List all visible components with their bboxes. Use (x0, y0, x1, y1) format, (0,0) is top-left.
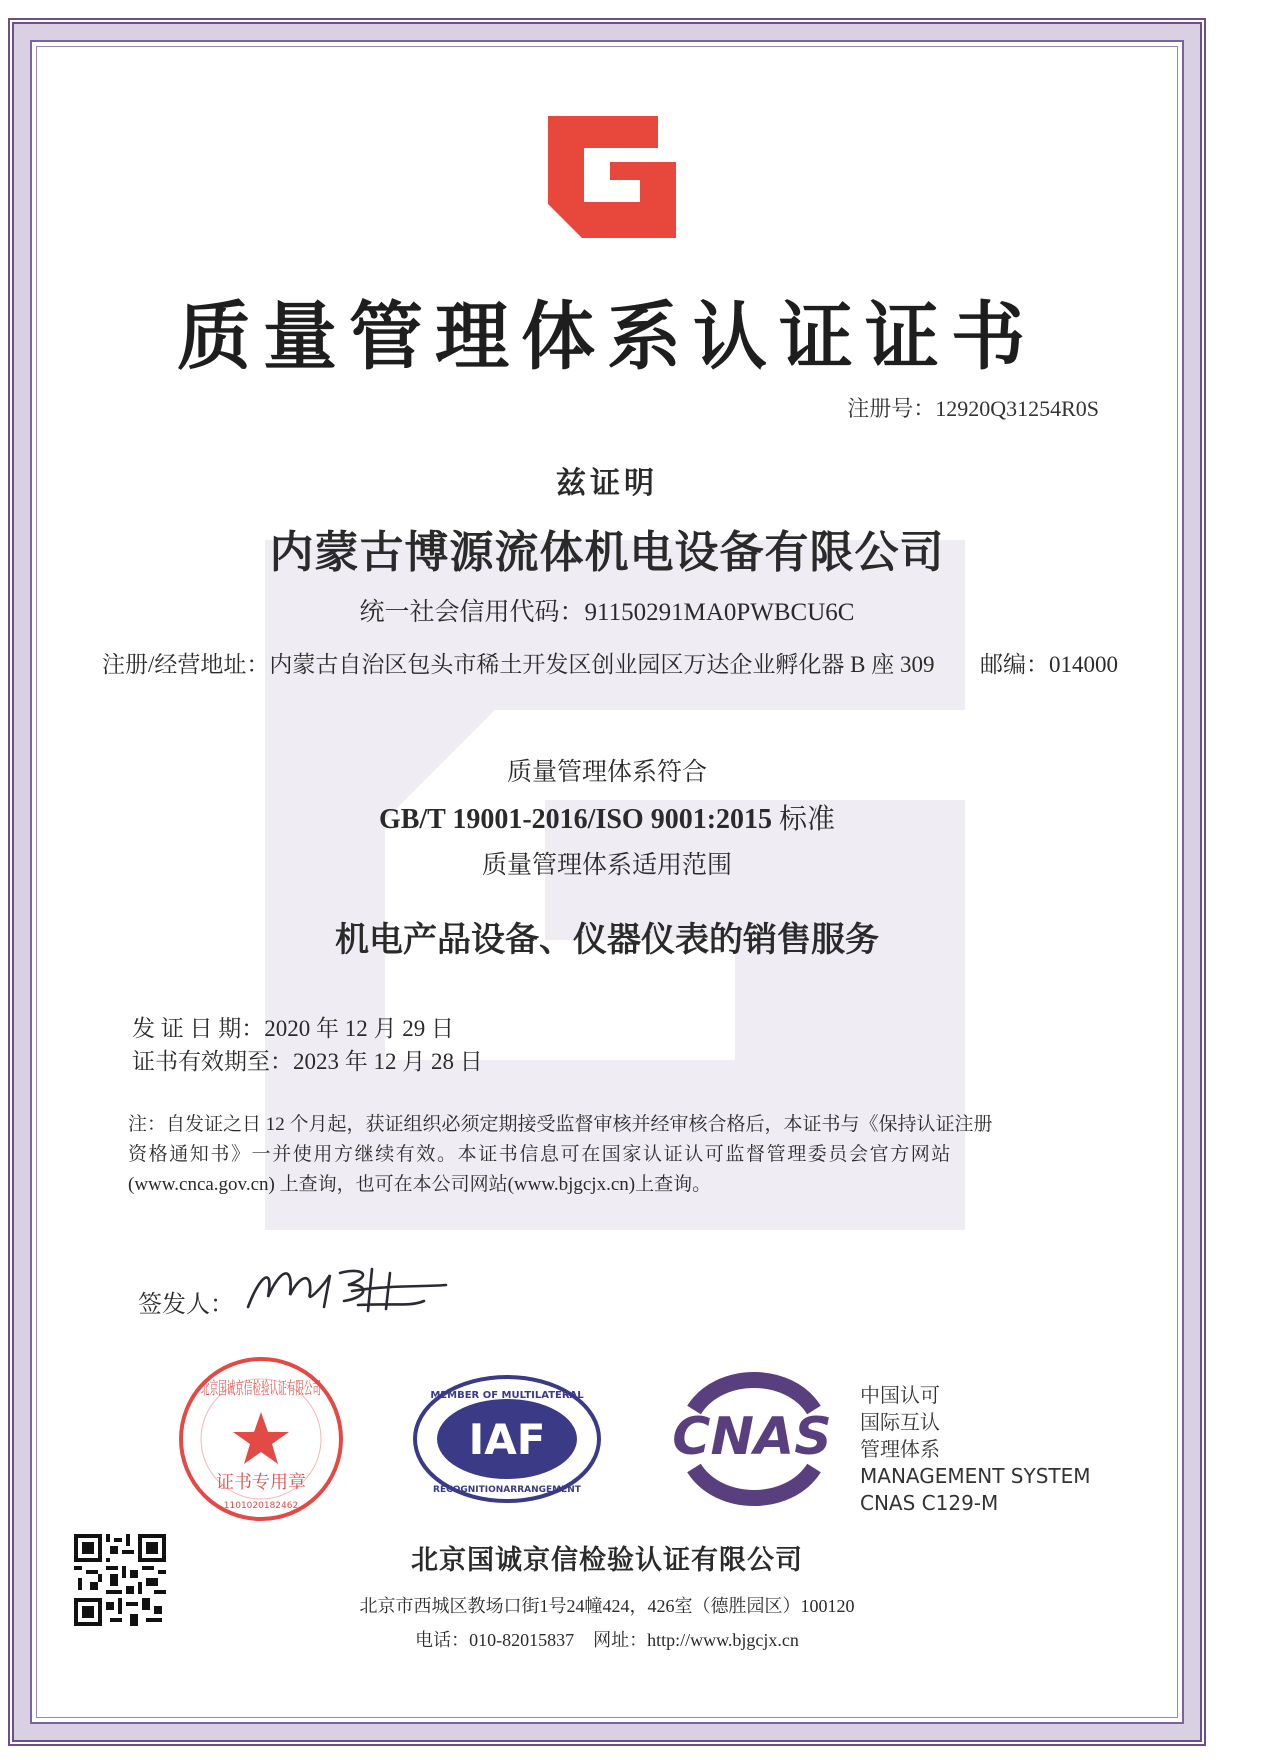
official-seal (176, 1354, 346, 1524)
iaf-logo (412, 1374, 602, 1504)
standard-code: GB/T 19001-2016/ISO 9001:2015 (378, 804, 773, 835)
issue-date-value: 2020 年 12 月 29 日 (264, 1016, 454, 1041)
cnas-logo-text: CNAS (672, 1407, 832, 1467)
attest-heading: 兹证明 (556, 466, 658, 501)
handwritten-signature (240, 1245, 470, 1325)
expiry-date-row (132, 1045, 483, 1078)
credit-code-label: 统一社会信用代码： (359, 599, 585, 626)
issuer-name: 北京国诚京信检验认证有限公司 (411, 1545, 803, 1576)
note-line: (www.cnca.gov.cn) 上查询，也可在本公司网站(www.bjgcjx.cn)上查询。 (128, 1174, 712, 1195)
seal-arc-text: 北京国诚京信检验认证有限公司 (201, 1379, 321, 1399)
address-label: 注册/经营地址： (102, 652, 270, 677)
issuer-address: 北京市西城区教场口街1号24幢424，426室（德胜园区）100120 (359, 1596, 855, 1616)
seal-number: 1101020182462 (223, 1501, 299, 1511)
web-label: 网址： (593, 1630, 648, 1650)
cnas-line: 管理体系 (860, 1437, 940, 1461)
scope-title: 质量管理体系适用范围 (481, 852, 732, 879)
validity-note (128, 1110, 1148, 1200)
cnas-line: 中国认可 (860, 1383, 940, 1407)
certification-body-logo (548, 116, 676, 238)
scope-text: 机电产品设备、仪器仪表的销售服务 (335, 920, 879, 960)
postcode-label: 邮编： (979, 652, 1049, 677)
cnas-line: MANAGEMENT SYSTEM (860, 1464, 1091, 1488)
registration-label: 注册号： (847, 396, 936, 421)
cnas-accreditation-text (860, 1382, 1091, 1517)
cnas-line: 国际互认 (860, 1410, 940, 1434)
tel-label: 电话： (415, 1630, 470, 1650)
iaf-bottom-text: RECOGNITIONARRANGEMENT (433, 1485, 581, 1495)
note-line: 资格通知书》一并使用方继续有效。本证书信息可在国家认证认可监督管理委员会官方网站 (128, 1144, 953, 1165)
web-link[interactable]: http://www.bjgcjx.cn (647, 1630, 799, 1650)
iaf-logo-text: IAF (468, 1415, 546, 1464)
registration-value: 12920Q31254R0S (935, 396, 1099, 421)
cnas-logo (664, 1376, 840, 1500)
validity-dates (132, 1012, 483, 1078)
signer-label: 签发人： (138, 1292, 234, 1318)
iaf-top-text: MEMBER OF MULTILATERAL (430, 1390, 584, 1401)
cnas-line: CNAS C129-M (860, 1491, 999, 1515)
standard-line (0, 797, 1214, 837)
seal-center-text: 证书专用章 (216, 1472, 306, 1493)
conformity-text: 质量管理体系符合 (506, 759, 707, 786)
tel-value: 010-82015837 (469, 1630, 575, 1650)
issuer-contact (0, 1626, 1214, 1652)
registration-number (847, 392, 1099, 423)
credit-code-value: 91150291MA0PWBCU6C (584, 599, 855, 626)
address-value: 内蒙古自治区包头市稀土开发区创业园区万达企业孵化器 B 座 309 (269, 652, 935, 677)
credit-code (0, 592, 1214, 628)
address-line (102, 646, 1118, 679)
expiry-date-label: 证书有效期至： (132, 1049, 293, 1074)
note-line: 注：自发证之日 12 个月起，获证组织必须定期接受监督审核并经审核合格后，本证书与《保持认证注册 (128, 1114, 993, 1135)
standard-suffix: 标准 (779, 804, 836, 835)
certificate-title: 质量管理体系认证证书 (177, 294, 1037, 380)
expiry-date-value: 2023 年 12 月 28 日 (293, 1049, 483, 1074)
company-name: 内蒙古博源流体机电设备有限公司 (269, 527, 945, 578)
postcode-value: 014000 (1048, 652, 1118, 677)
issue-date-row (132, 1012, 483, 1045)
issue-date-label: 发 证 日 期： (132, 1016, 265, 1041)
